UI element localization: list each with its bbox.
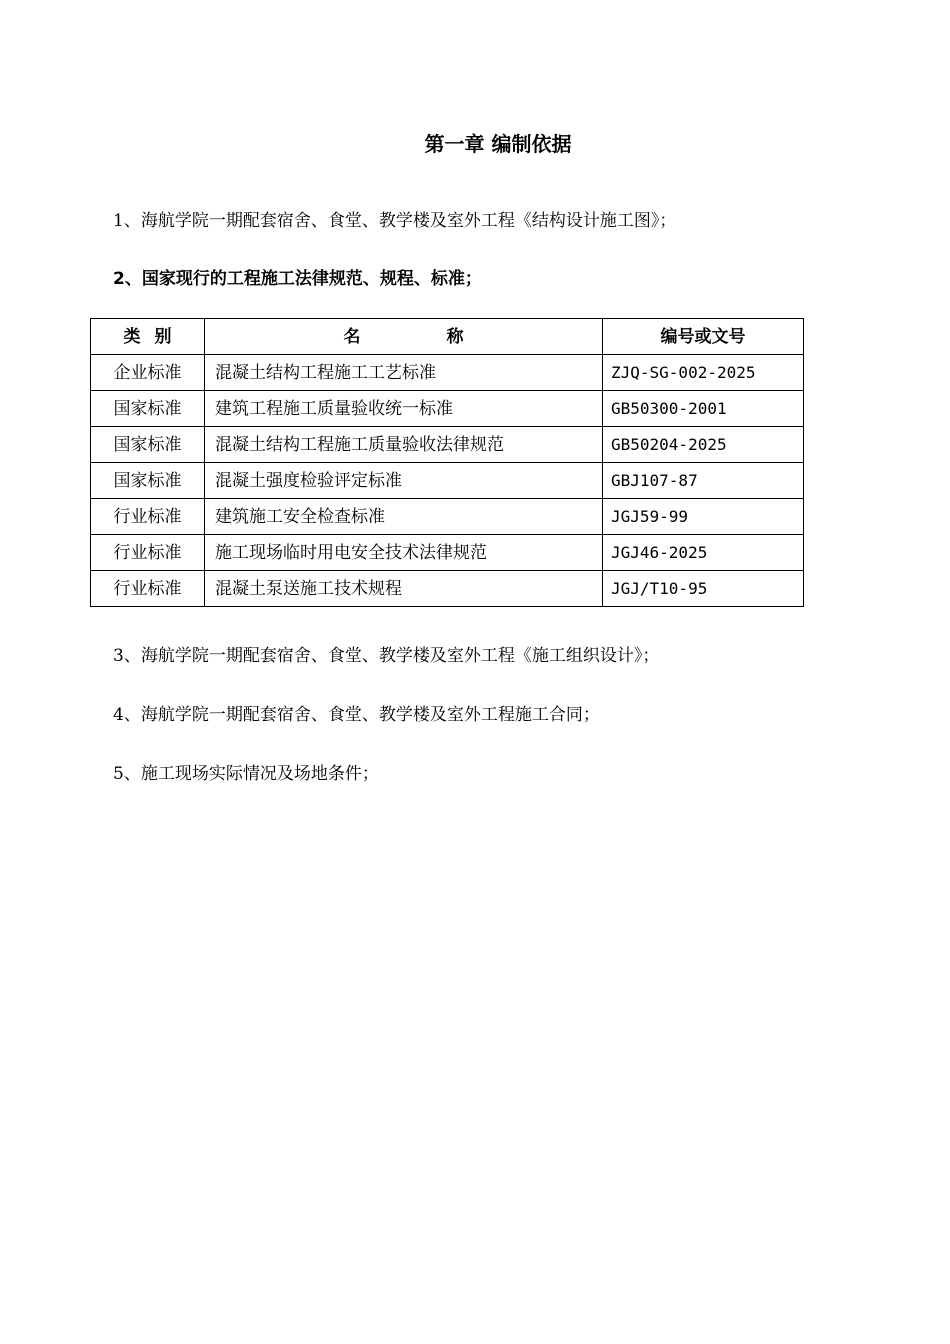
row-category: 国家标准 <box>91 463 205 499</box>
table-row <box>91 499 804 535</box>
table-row <box>91 463 804 499</box>
row-code: GBJ107-87 <box>603 463 804 499</box>
table-row <box>91 535 804 571</box>
row-code: JGJ46-2025 <box>603 535 804 571</box>
row-name: 建筑工程施工质量验收统一标准 <box>205 391 603 427</box>
row-code: GB50204-2025 <box>603 427 804 463</box>
table-row <box>91 355 804 391</box>
row-name: 混凝土泵送施工技术规程 <box>205 571 603 607</box>
row-code: JGJ/T10-95 <box>603 571 804 607</box>
chapter-title: 第一章 编制依据 <box>424 132 572 156</box>
row-category: 行业标准 <box>91 499 205 535</box>
basis-item-5: 5、施工现场实际情况及场地条件； <box>113 764 379 784</box>
table-row <box>91 427 804 463</box>
row-name: 混凝土结构工程施工工艺标准 <box>205 355 603 391</box>
row-name: 施工现场临时用电安全技术法律规范 <box>205 535 603 571</box>
row-category: 企业标准 <box>91 355 205 391</box>
row-category: 国家标准 <box>91 391 205 427</box>
table-row <box>91 571 804 607</box>
header-name: 名称 <box>205 319 603 355</box>
basis-item-3: 3、海航学院一期配套宿舍、食堂、教学楼及室外工程《施工组织设计》； <box>113 646 660 666</box>
row-name: 建筑施工安全检查标准 <box>205 499 603 535</box>
table-header-row <box>91 319 804 355</box>
header-code: 编号或文号 <box>603 319 804 355</box>
row-name: 混凝土强度检验评定标准 <box>205 463 603 499</box>
standards-table <box>90 318 804 607</box>
basis-item-2: 2、国家现行的工程施工法律规范、规程、标准； <box>113 269 482 289</box>
row-name: 混凝土结构工程施工质量验收法律规范 <box>205 427 603 463</box>
row-category: 国家标准 <box>91 427 205 463</box>
row-category: 行业标准 <box>91 535 205 571</box>
row-code: ZJQ-SG-002-2025 <box>603 355 804 391</box>
basis-item-4: 4、海航学院一期配套宿舍、食堂、教学楼及室外工程施工合同； <box>113 705 600 725</box>
row-code: JGJ59-99 <box>603 499 804 535</box>
header-category: 类别 <box>91 319 205 355</box>
basis-item-1: 1、海航学院一期配套宿舍、食堂、教学楼及室外工程《结构设计施工图》； <box>113 211 677 231</box>
table-row <box>91 391 804 427</box>
row-code: GB50300-2001 <box>603 391 804 427</box>
row-category: 行业标准 <box>91 571 205 607</box>
